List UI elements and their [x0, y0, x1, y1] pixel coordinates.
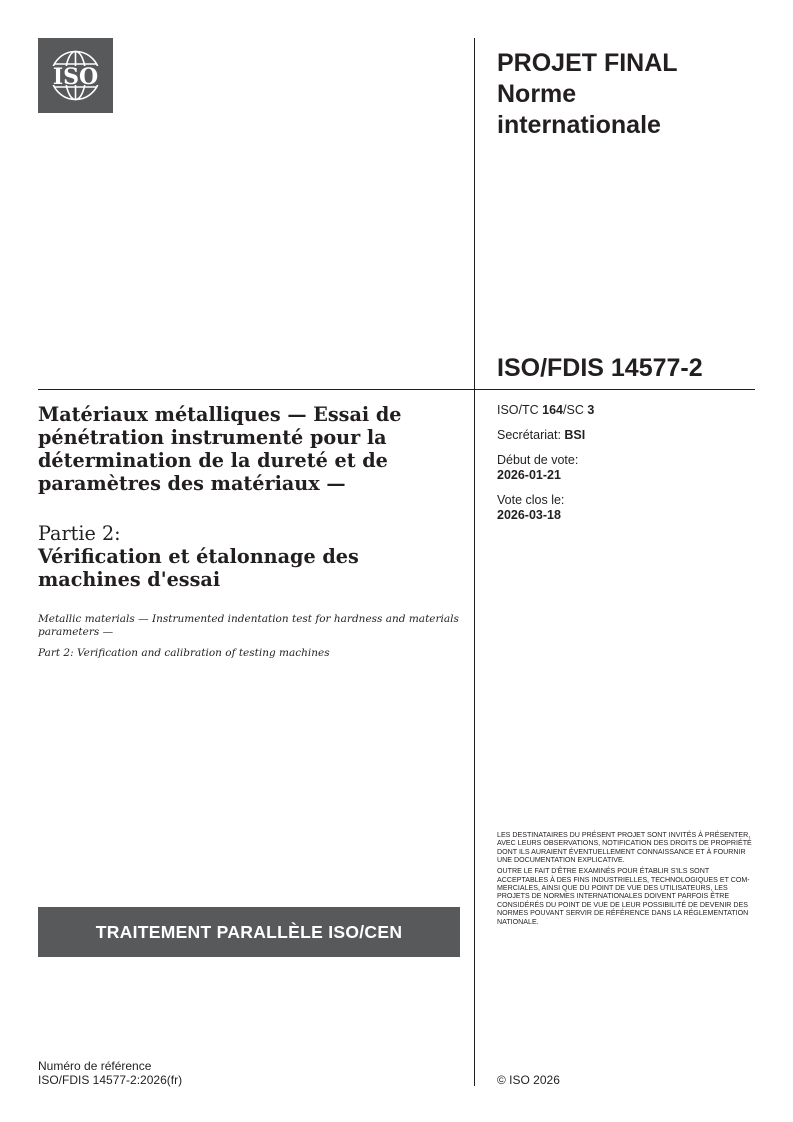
- vote-end-label: Vote clos le:: [497, 493, 565, 507]
- project-heading-line2: Norme: [497, 80, 577, 108]
- vote-end-value: 2026-03-18: [497, 508, 561, 522]
- reference-number: [38, 1059, 182, 1087]
- committee-sc: 3: [587, 403, 595, 417]
- copyright-notice: © ISO 2026: [497, 1073, 560, 1087]
- document-metadata: [497, 403, 747, 533]
- vote-start: [497, 453, 747, 483]
- reference-label: Numéro de référence: [38, 1059, 152, 1073]
- notice-paragraph-2: OUTRE LE FAIT D'ÊTRE EXAMINÉS POUR ÉTABLIR S'ILS SONT ACCEPTABLES À DES FINS INDUSTRIELLES, TECHNOLOGIQUES ET COM-MERCIALES, AINSI QUE DU POINT DE VUE DES UTILISATEURS, LES PROJETS DE NORMES INTERNATIONALES DOIVENT PARFOIS ÊTRE CONSIDÉRÉS DU POINT DE VUE DE LEUR POSSIBILITÉ DE DEVENIR DES NORMES POUVANT SERVIR DE RÉFÉRENCE DANS LA RÉGLEMENTATION NATIONALE.: [497, 867, 750, 926]
- part-title: Vérification et étalonnage des machines d'essai: [38, 545, 359, 591]
- vote-start-label: Début de vote:: [497, 453, 579, 467]
- iso-logo-text: ISO: [52, 64, 99, 90]
- notice-paragraph-1: LES DESTINATAIRES DU PRÉSENT PROJET SONT INVITÉS À PRÉSENTER, AVEC LEURS OBSERVATIONS, NOTIFICATION DES DROITS DE PROPRIÉTÉ DONT ILS AURAIENT ÉVENTUELLEMENT CONNAISSANCE ET À FOURNIR UNE DOCUMENTATION EXPLICATIVE.: [497, 831, 752, 865]
- vote-start-value: 2026-01-21: [497, 468, 561, 482]
- english-title-part: Part 2: Verification and calibration of testing machines: [38, 647, 330, 659]
- english-title: [38, 613, 463, 669]
- iso-logo: [38, 38, 113, 113]
- french-title: Matériaux métalliques — Essai de pénétration instrumenté pour la détermination de la dureté et de paramètres des matériaux —: [38, 403, 402, 495]
- reference-value: ISO/FDIS 14577-2:2026(fr): [38, 1073, 183, 1087]
- committee-tc: 164: [542, 403, 564, 417]
- secretariat-label: Secrétariat:: [497, 428, 565, 442]
- vertical-divider: [474, 38, 475, 1086]
- secretariat-value: BSI: [564, 428, 586, 442]
- parallel-processing-banner: TRAITEMENT PARALLÈLE ISO/CEN: [38, 907, 460, 957]
- project-heading-line1: PROJET FINAL: [497, 49, 678, 77]
- horizontal-divider: [38, 389, 755, 390]
- document-number: ISO/FDIS 14577-2: [497, 354, 703, 382]
- part-label: Partie 2:: [38, 522, 121, 545]
- project-heading-line3: internationale: [497, 111, 661, 139]
- committee-separator: /SC: [563, 403, 588, 417]
- committee: [497, 403, 747, 418]
- project-heading: [497, 48, 757, 141]
- iso-globe-icon: [38, 38, 113, 113]
- recipients-notice: [497, 831, 757, 928]
- vote-end: [497, 493, 747, 523]
- secretariat: [497, 428, 747, 443]
- committee-prefix: ISO/TC: [497, 403, 543, 417]
- english-title-main: Metallic materials — Instrumented indentation test for hardness and materials parameters —: [38, 613, 459, 638]
